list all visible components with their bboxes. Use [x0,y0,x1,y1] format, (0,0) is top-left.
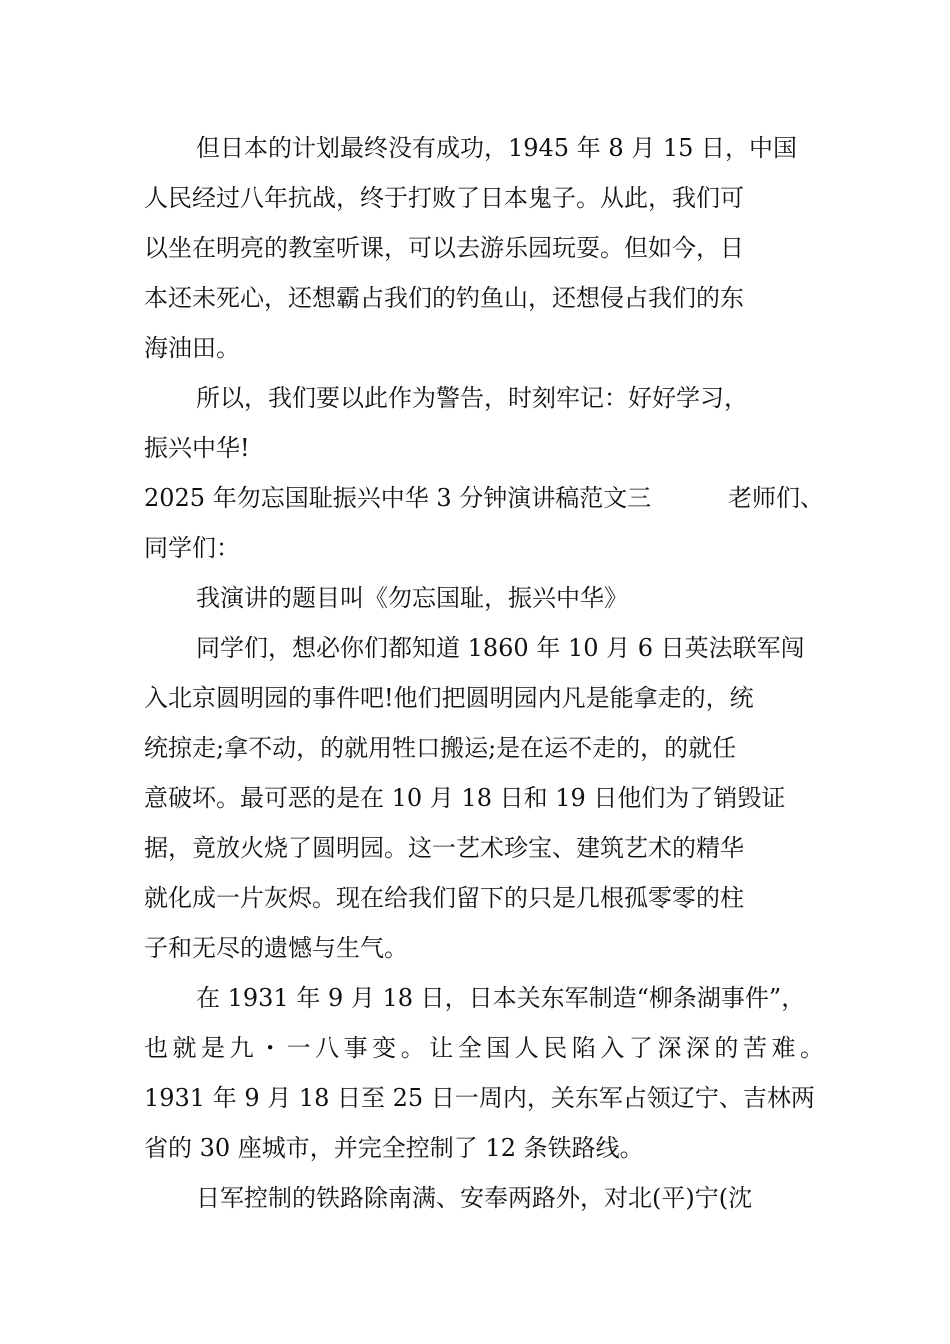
paragraph-line: 就化成一片灰烬。现在给我们留下的只是几根孤零零的柱 [144,884,744,912]
paragraph-line: 振兴中华! [144,434,250,462]
paragraph-line: 海油田。 [144,334,240,362]
paragraph-line: 据，竟放火烧了圆明园。这一艺术珍宝、建筑艺术的精华 [144,834,744,862]
paragraph-line: 但日本的计划最终没有成功，1945 年 8 月 15 日，中国 [196,134,798,162]
section-heading: 2025 年勿忘国耻振兴中华 3 分钟演讲稿范文三 [144,484,652,512]
paragraph-line: 省的 30 座城市，并完全控制了 12 条铁路线。 [144,1134,644,1162]
paragraph-line: 以坐在明亮的教室听课，可以去游乐园玩耍。但如今，日 [144,234,744,262]
paragraph-line: 在 1931 年 9 月 18 日，日本关东军制造“柳条湖事件”， [196,984,806,1012]
paragraph-line: 子和无尽的遗憾与生气。 [144,934,408,962]
paragraph-line: 人民经过八年抗战，终于打败了日本鬼子。从此，我们可 [144,184,744,212]
paragraph-line: 本还未死心，还想霸占我们的钓鱼山，还想侵占我们的东 [144,284,744,312]
paragraph-line: 意破坏。最可恶的是在 10 月 18 日和 19 日他们为了销毁证 [144,784,786,812]
section-heading-line [144,482,824,514]
paragraph-line: 日军控制的铁路除南满、安奉两路外，对北(平)宁(沈 [196,1184,753,1212]
paragraph-line: 1931 年 9 月 18 日至 25 日一周内，关东军占领辽宁、吉林两 [144,1084,815,1112]
paragraph-line: 也就是九・一八事变。让全国人民陷入了深深的苦难。 [144,1034,824,1062]
paragraph-line: 入北京圆明园的事件吧!他们把圆明园内凡是能拿走的，统 [144,684,754,712]
paragraph-line: 所以，我们要以此作为警告，时刻牢记：好好学习， [196,384,748,412]
speech-title-line: 我演讲的题目叫《勿忘国耻，振兴中华》 [196,584,628,612]
paragraph-line: 同学们，想必你们都知道 1860 年 10 月 6 日英法联军闯 [196,634,805,662]
salutation-line: 同学们： [144,534,240,562]
paragraph-line: 统掠走;拿不动，的就用牲口搬运;是在运不走的，的就任 [144,734,737,762]
salutation-start: 老师们、 [728,484,824,512]
